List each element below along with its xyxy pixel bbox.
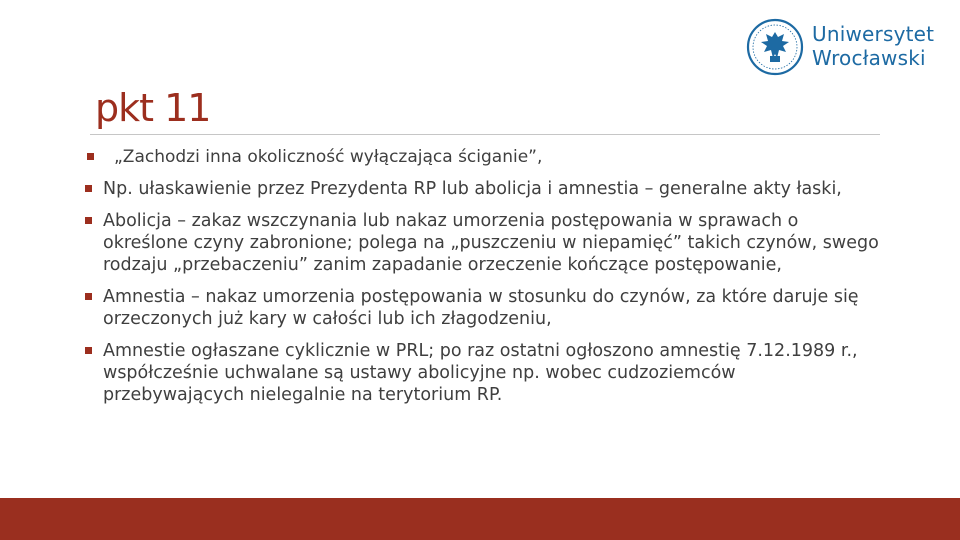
bullet-text: Np. ułaskawienie przez Prezydenta RP lub abolicja i amnestia – generalne akty łaski, <box>103 179 842 199</box>
list-item <box>80 210 880 276</box>
footer-bar <box>0 498 960 540</box>
square-bullet-icon <box>85 347 92 354</box>
bullet-text: „Zachodzi inna okoliczność wyłączająca ściganie”, <box>114 147 543 167</box>
slide-title: pkt 11 <box>95 86 211 130</box>
square-bullet-icon <box>85 185 92 192</box>
square-bullet-icon <box>85 293 92 300</box>
bullet-list <box>80 146 880 416</box>
square-bullet-icon <box>87 153 94 160</box>
logo-line-2: Wrocławski <box>812 46 926 70</box>
square-bullet-icon <box>85 217 92 224</box>
logo-line-1: Uniwersytet <box>812 22 935 46</box>
university-logo <box>746 18 936 74</box>
bullet-text: Abolicja – zakaz wszczynania lub nakaz umorzenia postępowania w sprawach o określone czyny zabronione; polega na „puszczeniu w niepamięć” takich czynów, swego rodzaju „przebaczeniu” zanim zapadanie orzeczenie kończące postępowanie, <box>103 211 879 275</box>
bullet-text: Amnestia – nakaz umorzenia postępowania w stosunku do czynów, za które daruje się orzeczonych już kary w całości lub ich złagodzeniu, <box>103 287 859 329</box>
list-item <box>80 146 880 168</box>
list-item <box>80 286 880 330</box>
bullet-text: Amnestie ogłaszane cyklicznie w PRL; po raz ostatni ogłoszono amnestię 7.12.1989 r., współcześnie uchwalane są ustawy abolicyjne np. wobec cudzoziemców przebywających nielegalnie na terytorium RP. <box>103 341 858 405</box>
logo-wordmark <box>812 22 934 70</box>
list-item <box>80 178 880 200</box>
list-item <box>80 340 880 406</box>
university-seal-icon <box>746 18 804 76</box>
title-divider <box>90 134 880 135</box>
